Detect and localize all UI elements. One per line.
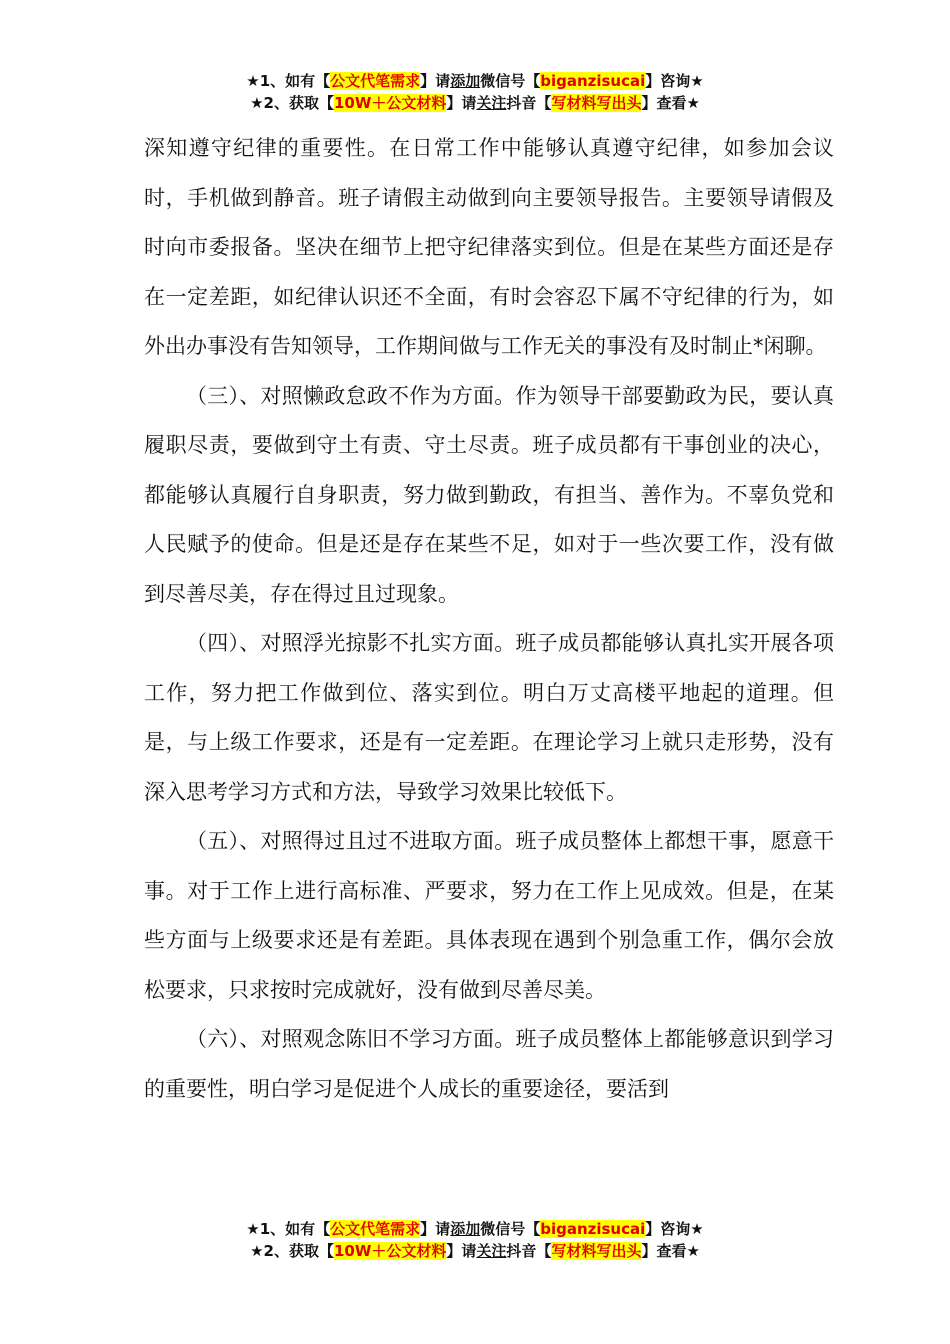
- banner-line-1: [0, 70, 950, 92]
- banner-text: ★1、如有【: [246, 1220, 331, 1238]
- banner-line-2: [0, 92, 950, 114]
- banner-text: 】咨询★: [645, 72, 704, 90]
- underlined-text: 添加: [450, 72, 481, 90]
- banner-text: 】请: [420, 72, 451, 90]
- banner-text: ★2、获取【: [250, 94, 334, 112]
- highlight-text: 公文代笔需求: [330, 1220, 421, 1238]
- banner-text: 抖音【: [506, 1242, 552, 1260]
- paragraph-section-5: （五）、对照得过且过不进取方面。班子成员整体上都想干事，愿意干事。对于工作上进行高标准、严要求，努力在工作上见成效。但是，在某些方面与上级要求还是有差距。具体表现在遇到个别急重工作，偶尔会放松要求，只求按时完成就好，没有做到尽善尽美。: [144, 829, 834, 1002]
- highlight-text: biganzisucai: [540, 1220, 646, 1238]
- banner-text: 】请: [446, 1242, 477, 1260]
- banner-text: 抖音【: [506, 94, 552, 112]
- underlined-text: 关注: [476, 94, 507, 112]
- banner-text: ★2、获取【: [250, 1242, 334, 1260]
- banner-text: 】请: [420, 1220, 451, 1238]
- banner-text: 】请: [446, 94, 477, 112]
- highlight-text: 10W＋公文材料: [333, 1242, 447, 1260]
- paragraph-section-4: （四）、对照浮光掠影不扎实方面。班子成员都能够认真扎实开展各项工作，努力把工作做到位、落实到位。明白万丈高楼平地起的道理。但是，与上级工作要求，还是有一定差距。在理论学习上就只走形势，没有深入思考学习方式和方法，导致学习效果比较低下。: [144, 631, 834, 804]
- paragraph-section-6: （六）、对照观念陈旧不学习方面。班子成员整体上都能够意识到学习的重要性，明白学习是促进个人成长的重要途径，要活到: [144, 1027, 834, 1101]
- underlined-text: 关注: [476, 1242, 507, 1260]
- banner-text: 】查看★: [641, 94, 700, 112]
- highlight-text: 公文代笔需求: [330, 72, 421, 90]
- paragraph-continuation: 深知遵守纪律的重要性。在日常工作中能够认真遵守纪律，如参加会议时，手机做到静音。班子请假主动做到向主要领导报告。主要领导请假及时向市委报备。坚决在细节上把守纪律落实到位。但是在某些方面还是存在一定差距，如纪律认识还不全面，有时会容忍下属不守纪律的行为，如外出办事没有告知领导，工作期间做与工作无关的事没有及时制止*闲聊。: [144, 136, 834, 358]
- highlight-text: 10W＋公文材料: [333, 94, 447, 112]
- banner-text: 】咨询★: [645, 1220, 704, 1238]
- highlight-text: 写材料写出头: [551, 94, 642, 112]
- highlight-text: 写材料写出头: [551, 1242, 642, 1260]
- banner-line-2: [0, 1240, 950, 1262]
- banner-line-1: [0, 1218, 950, 1240]
- banner-text: 微信号【: [480, 1220, 541, 1238]
- highlight-text: biganzisucai: [540, 72, 646, 90]
- banner-text: 】查看★: [641, 1242, 700, 1260]
- banner-text: 微信号【: [480, 72, 541, 90]
- header-banner: [0, 70, 950, 114]
- paragraph-section-3: （三）、对照懒政怠政不作为方面。作为领导干部要勤政为民，要认真履职尽责，要做到守土有责、守土尽责。班子成员都有干事创业的决心，都能够认真履行自身职责，努力做到勤政，有担当、善作为。不辜负党和人民赋予的使命。但是还是存在某些不足，如对于一些次要工作，没有做到尽善尽美，存在得过且过现象。: [144, 383, 834, 606]
- banner-text: ★1、如有【: [246, 72, 331, 90]
- underlined-text: 添加: [450, 1220, 481, 1238]
- document-body: [144, 124, 834, 1114]
- footer-banner: [0, 1218, 950, 1262]
